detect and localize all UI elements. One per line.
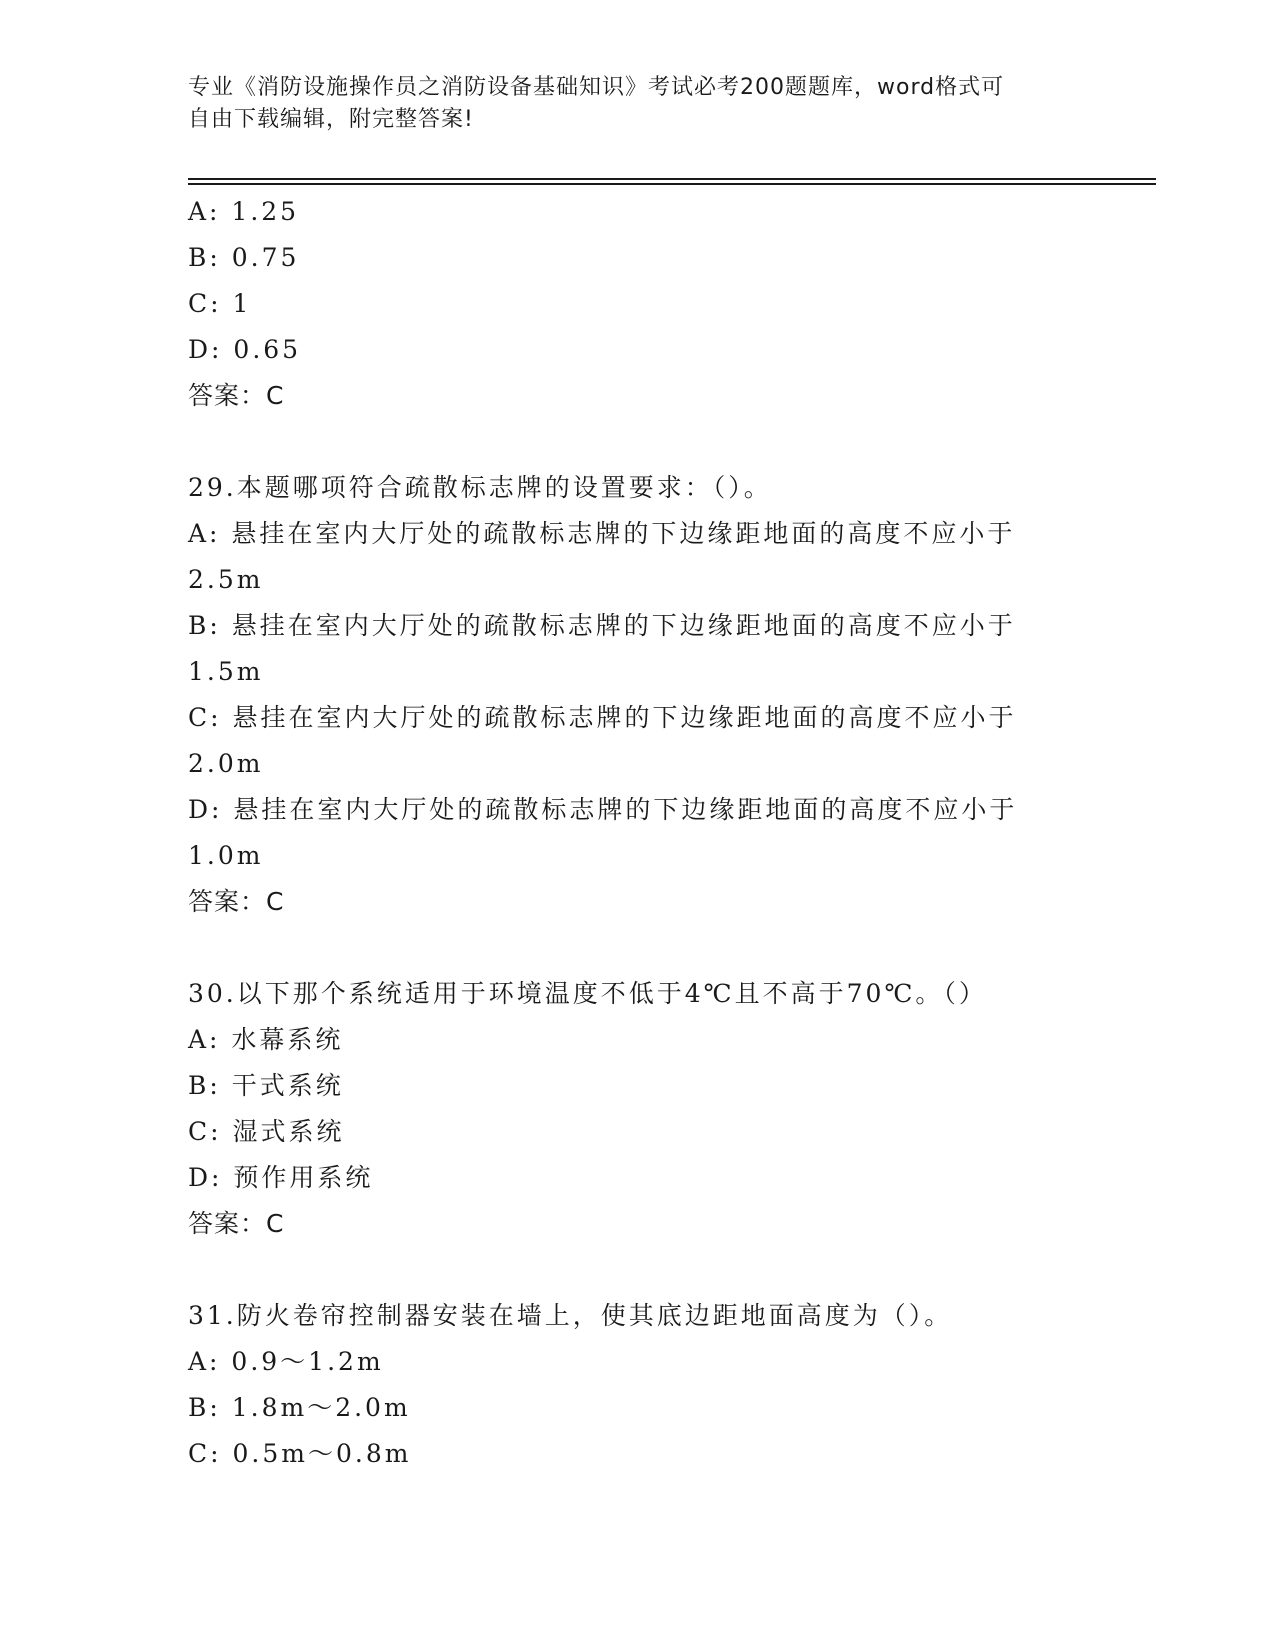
option-c-continued: 2.0m (188, 749, 264, 778)
answer-text: 答案：C (188, 887, 285, 916)
option-a-continued: 2.5m (188, 565, 264, 594)
option-c: C: 1 (188, 289, 252, 318)
header-line-1: 专业《消防设施操作员之消防设备基础知识》考试必考200题题库，word格式可 (188, 75, 1005, 100)
header-divider-bottom (188, 183, 1156, 185)
option-d: D: 0.65 (188, 335, 302, 364)
option-d-continued: 1.0m (188, 841, 264, 870)
option-b-continued: 1.5m (188, 657, 264, 686)
option-a: A: 悬挂在室内大厅处的疏散标志牌的下边缘距地面的高度不应小于 (188, 519, 1016, 548)
option-b: B: 0.75 (188, 243, 300, 272)
spacer (188, 925, 1088, 971)
question-text: 31.防火卷帘控制器安装在墙上，使其底边距地面高度为（）。 (188, 1301, 953, 1330)
question-30-block (188, 971, 1088, 1247)
option-d: D: 预作用系统 (188, 1163, 374, 1192)
option-b: B: 干式系统 (188, 1071, 344, 1100)
option-a: A: 1.25 (188, 197, 300, 226)
header-divider-top (188, 178, 1156, 180)
answer-text: 答案：C (188, 381, 285, 410)
question-31-block (188, 1293, 1088, 1477)
question-28-block (188, 189, 1088, 419)
question-29-block (188, 465, 1088, 925)
question-text: 30.以下那个系统适用于环境温度不低于4℃且不高于70℃。（） (188, 979, 987, 1008)
header-line-2: 自由下载编辑，附完整答案! (188, 107, 474, 132)
question-text: 29.本题哪项符合疏散标志牌的设置要求：（）。 (188, 473, 772, 502)
spacer (188, 1247, 1088, 1293)
question-list (188, 189, 1088, 1477)
option-d: D: 悬挂在室内大厅处的疏散标志牌的下边缘距地面的高度不应小于 (188, 795, 1018, 824)
option-c: C: 悬挂在室内大厅处的疏散标志牌的下边缘距地面的高度不应小于 (188, 703, 1017, 732)
option-a: A: 0.9～1.2m (188, 1347, 384, 1376)
option-c: C: 0.5m～0.8m (188, 1439, 412, 1468)
option-a: A: 水幕系统 (188, 1025, 344, 1054)
option-c: C: 湿式系统 (188, 1117, 345, 1146)
option-b: B: 悬挂在室内大厅处的疏散标志牌的下边缘距地面的高度不应小于 (188, 611, 1016, 640)
document-header (188, 72, 1088, 136)
spacer (188, 419, 1088, 465)
answer-text: 答案：C (188, 1209, 285, 1238)
option-b: B: 1.8m～2.0m (188, 1393, 411, 1422)
